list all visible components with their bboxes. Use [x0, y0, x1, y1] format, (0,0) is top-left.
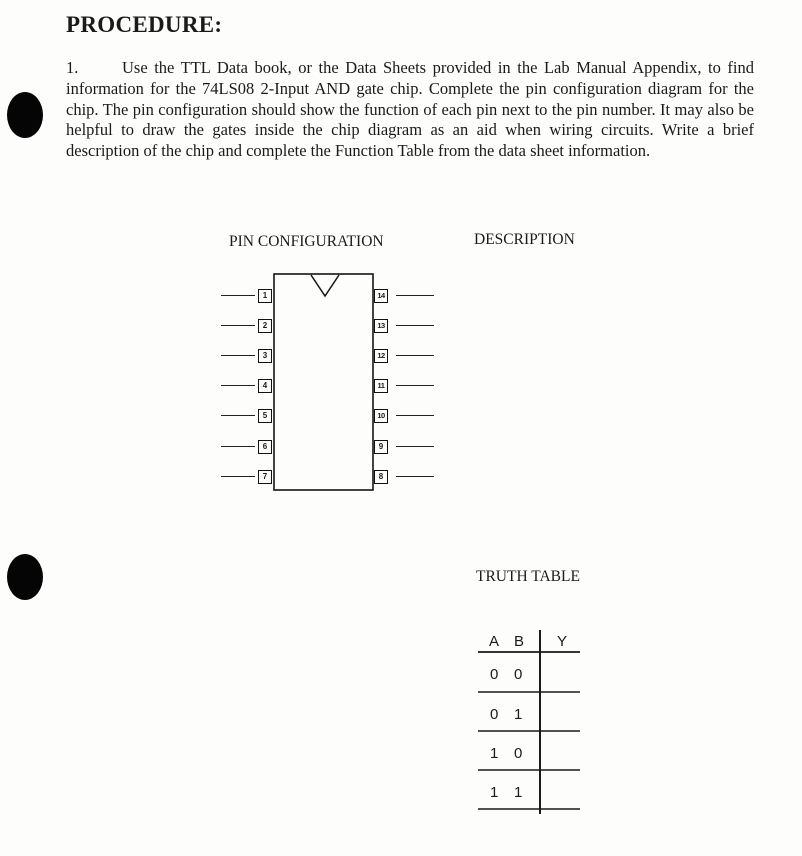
- row-2-a: 0: [490, 706, 499, 723]
- right-pin-lead: [396, 325, 434, 326]
- binder-hole-top: [7, 92, 43, 138]
- left-pin-number: 6: [258, 440, 272, 454]
- left-pin-lead: [221, 415, 255, 416]
- left-pin-number: 4: [258, 379, 272, 393]
- column-b-header: B: [514, 633, 525, 650]
- row-1-b: 0: [514, 666, 523, 683]
- right-pin-lead: [396, 355, 434, 356]
- pin-configuration-heading: PIN CONFIGURATION: [229, 233, 384, 250]
- right-pin-number: 13: [374, 319, 388, 333]
- right-pin-lead: [396, 385, 434, 386]
- left-pin-number: 5: [258, 409, 272, 423]
- column-a-header: A: [489, 633, 500, 650]
- step-number: 1.: [66, 58, 79, 77]
- page-title: PROCEDURE:: [66, 12, 223, 37]
- left-pin-number: 7: [258, 470, 272, 484]
- left-pin-lead: [221, 385, 255, 386]
- right-pin-number: 10: [374, 409, 388, 423]
- chip-notch: [311, 275, 339, 296]
- left-pin-number: 2: [258, 319, 272, 333]
- right-pin-number: 12: [374, 349, 388, 363]
- column-y-header: Y: [557, 633, 568, 650]
- right-pin-lead: [396, 476, 434, 477]
- left-pin-lead: [221, 295, 255, 296]
- right-pin-number: 11: [374, 379, 388, 393]
- left-pin-number: 1: [258, 289, 272, 303]
- description-heading: DESCRIPTION: [474, 231, 575, 248]
- row-4-b: 1: [514, 784, 523, 801]
- row-3-b: 0: [514, 745, 523, 762]
- row-2-b: 1: [514, 706, 523, 723]
- binder-hole-bottom: [7, 554, 43, 600]
- truth-table-heading: TRUTH TABLE: [476, 568, 580, 585]
- right-pin-lead: [396, 446, 434, 447]
- right-pin-lead: [396, 415, 434, 416]
- right-pin-number: 9: [374, 440, 388, 454]
- left-pin-lead: [221, 446, 255, 447]
- left-pin-lead: [221, 355, 255, 356]
- right-pin-lead: [396, 295, 434, 296]
- left-pin-lead: [221, 325, 255, 326]
- procedure-step-1: [66, 58, 754, 162]
- truth-table: [476, 626, 582, 816]
- row-4-a: 1: [490, 784, 499, 801]
- row-3-a: 1: [490, 745, 499, 762]
- row-1-a: 0: [490, 666, 499, 683]
- left-pin-number: 3: [258, 349, 272, 363]
- right-pin-number: 14: [374, 289, 388, 303]
- left-pin-lead: [221, 476, 255, 477]
- step-text: Use the TTL Data book, or the Data Sheets provided in the Lab Manual Appendix, to find information for the 74LS08 2-Input AND gate chip. Complete the pin configuration diagram for the chip. The pin configuration should show the function of each pin next to the pin number. It may also be helpful to draw the gates inside the chip diagram as an aid when wiring circuits. Write a brief description of the chip and complete the Function Table from the data sheet information.: [66, 58, 754, 161]
- right-pin-number: 8: [374, 470, 388, 484]
